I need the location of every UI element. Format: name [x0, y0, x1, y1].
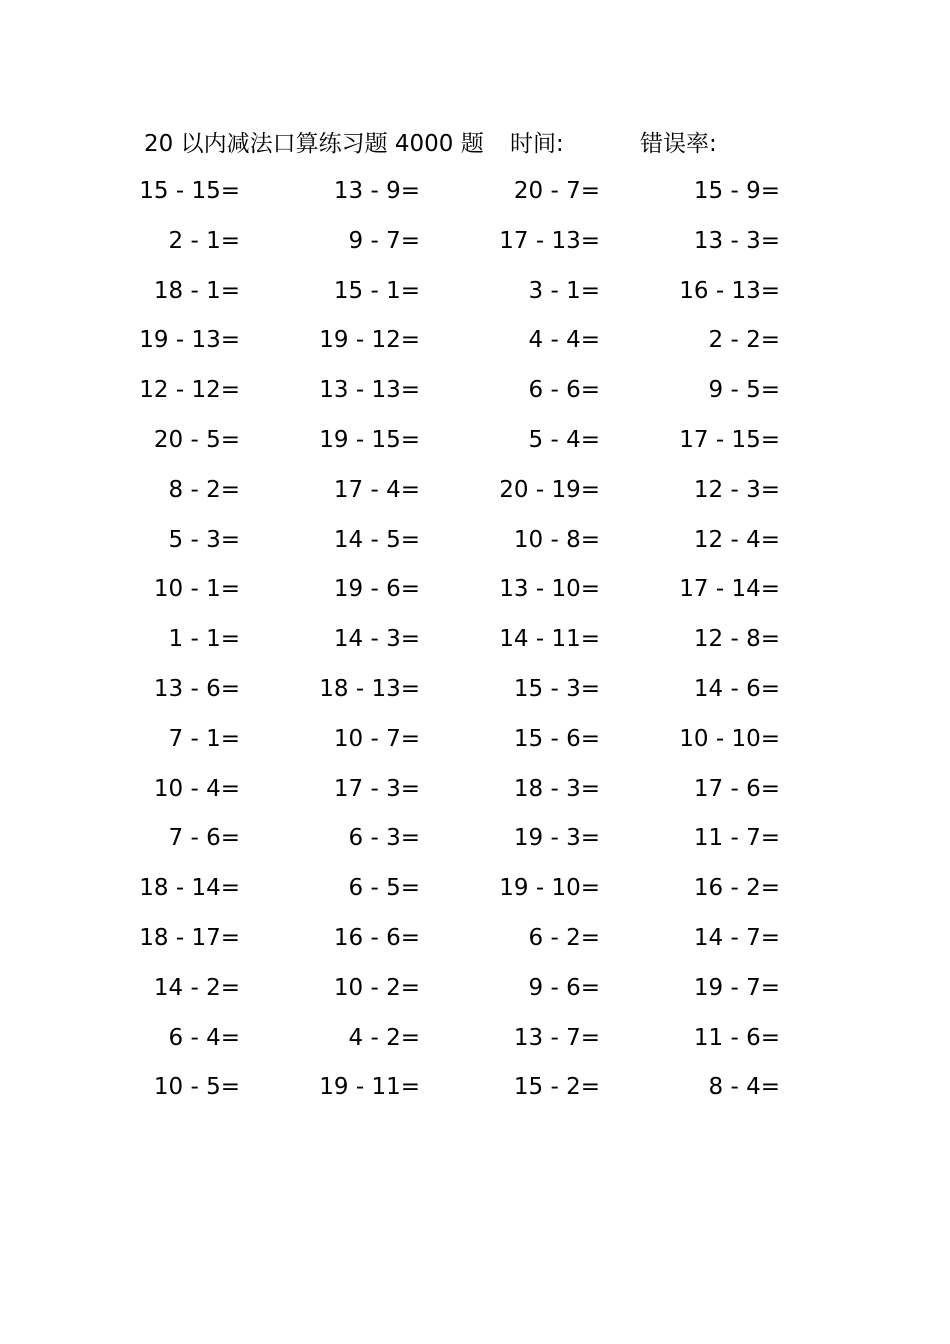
subtraction-problem: 15 - 15=	[139, 178, 240, 204]
problem-row	[0, 221, 950, 271]
subtraction-problem: 13 - 7=	[513, 1024, 600, 1051]
subtraction-problem: 12 - 3=	[693, 476, 780, 503]
subtraction-problem: 12 - 4=	[693, 526, 780, 553]
subtraction-problem: 19 - 10=	[499, 875, 600, 902]
subtraction-problem: 14 - 7=	[693, 924, 780, 951]
subtraction-problem: 12 - 12=	[139, 377, 240, 404]
problem-grid	[0, 171, 950, 1117]
subtraction-problem: 10 - 8=	[513, 526, 600, 553]
subtraction-problem: 10 - 1=	[153, 576, 240, 603]
subtraction-problem: 19 - 7=	[693, 974, 780, 1001]
subtraction-problem: 1 - 1=	[168, 626, 240, 653]
subtraction-problem: 10 - 10=	[679, 725, 780, 752]
subtraction-problem: 20 - 19=	[499, 476, 600, 503]
subtraction-problem: 5 - 4=	[528, 426, 600, 453]
subtraction-problem: 4 - 4=	[528, 327, 600, 354]
subtraction-problem: 14 - 6=	[693, 675, 780, 702]
subtraction-problem: 16 - 2=	[693, 875, 780, 902]
subtraction-problem: 14 - 11=	[499, 626, 600, 653]
subtraction-problem: 18 - 14=	[139, 875, 240, 902]
subtraction-problem: 6 - 3=	[348, 825, 420, 852]
subtraction-problem: 19 - 15=	[319, 426, 420, 453]
subtraction-problem: 10 - 4=	[153, 775, 240, 802]
problem-row	[0, 769, 950, 819]
subtraction-problem: 9 - 6=	[528, 974, 600, 1001]
problem-row	[0, 918, 950, 968]
worksheet-title: 20 以内减法口算练习题 4000 题	[144, 131, 484, 157]
subtraction-problem: 17 - 6=	[693, 775, 780, 802]
problem-row	[0, 569, 950, 619]
subtraction-problem: 9 - 5=	[708, 377, 780, 404]
subtraction-problem: 13 - 13=	[319, 377, 420, 404]
problem-row	[0, 868, 950, 918]
subtraction-problem: 13 - 6=	[153, 675, 240, 702]
problem-row	[0, 669, 950, 719]
subtraction-problem: 19 - 13=	[139, 327, 240, 354]
subtraction-problem: 17 - 3=	[333, 775, 420, 802]
subtraction-problem: 6 - 5=	[348, 875, 420, 902]
subtraction-problem: 13 - 3=	[693, 227, 780, 254]
subtraction-problem: 20 - 5=	[153, 426, 240, 453]
problem-row	[0, 619, 950, 669]
subtraction-problem: 10 - 7=	[333, 725, 420, 752]
subtraction-problem: 6 - 2=	[528, 924, 600, 951]
problem-row	[0, 968, 950, 1018]
subtraction-problem: 7 - 6=	[168, 825, 240, 852]
subtraction-problem: 12 - 8=	[693, 626, 780, 653]
subtraction-problem: 15 - 1=	[333, 277, 420, 304]
subtraction-problem: 8 - 4=	[708, 1074, 780, 1101]
subtraction-problem: 6 - 4=	[168, 1024, 240, 1051]
problem-row	[0, 420, 950, 470]
subtraction-problem: 3 - 1=	[528, 277, 600, 304]
subtraction-problem: 19 - 11=	[319, 1074, 420, 1101]
problem-row	[0, 1067, 950, 1117]
subtraction-problem: 14 - 3=	[333, 626, 420, 653]
subtraction-problem: 19 - 3=	[513, 825, 600, 852]
subtraction-problem: 15 - 9=	[693, 178, 780, 204]
worksheet-header	[0, 124, 950, 164]
subtraction-problem: 18 - 3=	[513, 775, 600, 802]
subtraction-problem: 20 - 7=	[513, 178, 600, 204]
subtraction-problem: 14 - 5=	[333, 526, 420, 553]
problem-row	[0, 818, 950, 868]
subtraction-problem: 18 - 17=	[139, 924, 240, 951]
problem-row	[0, 370, 950, 420]
subtraction-problem: 17 - 15=	[679, 426, 780, 453]
subtraction-problem: 11 - 7=	[693, 825, 780, 852]
subtraction-problem: 16 - 13=	[679, 277, 780, 304]
subtraction-problem: 6 - 6=	[528, 377, 600, 404]
subtraction-problem: 18 - 1=	[153, 277, 240, 304]
subtraction-problem: 10 - 5=	[153, 1074, 240, 1101]
time-label: 时间:	[510, 131, 564, 157]
problem-row	[0, 1018, 950, 1068]
subtraction-problem: 9 - 7=	[348, 227, 420, 254]
subtraction-problem: 4 - 2=	[348, 1024, 420, 1051]
subtraction-problem: 15 - 2=	[513, 1074, 600, 1101]
subtraction-problem: 19 - 6=	[333, 576, 420, 603]
subtraction-problem: 17 - 14=	[679, 576, 780, 603]
subtraction-problem: 18 - 13=	[319, 675, 420, 702]
problem-row	[0, 320, 950, 370]
subtraction-problem: 19 - 12=	[319, 327, 420, 354]
subtraction-problem: 13 - 9=	[333, 178, 420, 204]
subtraction-problem: 17 - 4=	[333, 476, 420, 503]
subtraction-problem: 2 - 2=	[708, 327, 780, 354]
subtraction-problem: 13 - 10=	[499, 576, 600, 603]
error-rate-label: 错误率:	[640, 131, 717, 157]
subtraction-problem: 15 - 6=	[513, 725, 600, 752]
subtraction-problem: 7 - 1=	[168, 725, 240, 752]
subtraction-problem: 17 - 13=	[499, 227, 600, 254]
subtraction-problem: 16 - 6=	[333, 924, 420, 951]
problem-row	[0, 271, 950, 321]
subtraction-problem: 2 - 1=	[168, 227, 240, 254]
problem-row	[0, 520, 950, 570]
subtraction-problem: 8 - 2=	[168, 476, 240, 503]
subtraction-problem: 5 - 3=	[168, 526, 240, 553]
subtraction-problem: 14 - 2=	[153, 974, 240, 1001]
subtraction-problem: 11 - 6=	[693, 1024, 780, 1051]
problem-row	[0, 719, 950, 769]
subtraction-problem: 10 - 2=	[333, 974, 420, 1001]
problem-row	[0, 171, 950, 221]
problem-row	[0, 470, 950, 520]
subtraction-problem: 15 - 3=	[513, 675, 600, 702]
